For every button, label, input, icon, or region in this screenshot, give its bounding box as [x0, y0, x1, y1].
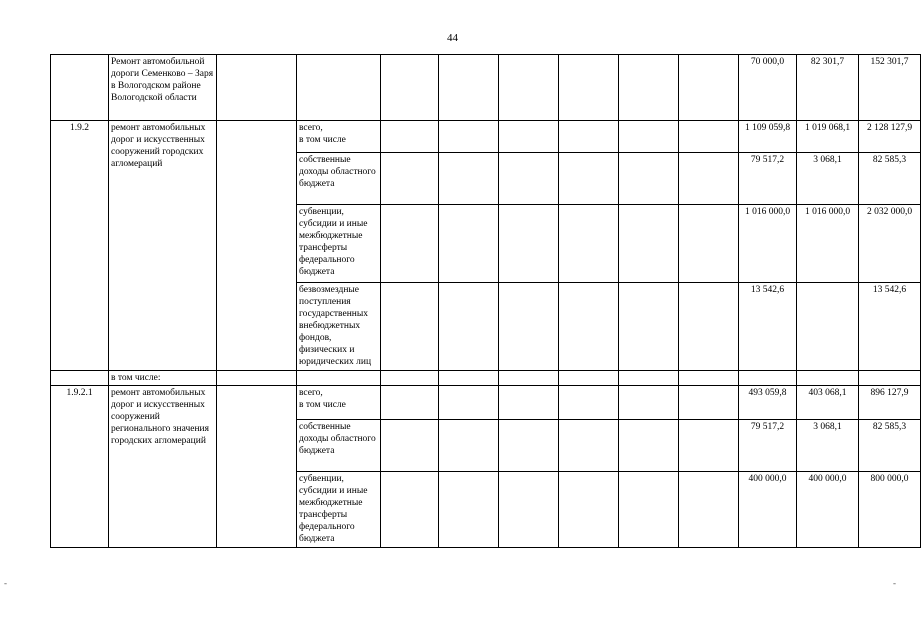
- source-label: собственные доходы областного бюджета: [297, 153, 381, 205]
- item-name: ремонт автомобильных дорог и искусственных сооружений городских агломераций: [109, 121, 217, 371]
- source-label: всего, в том числе: [297, 121, 381, 153]
- value-cell: 82 301,7: [797, 55, 859, 121]
- value-cell: 79 517,2: [739, 420, 797, 472]
- page-number: 44: [447, 32, 458, 44]
- value-cell: 1 016 000,0: [739, 205, 797, 283]
- table-row: [51, 121, 921, 153]
- value-cell: 1 109 059,8: [739, 121, 797, 153]
- value-cell: 493 059,8: [739, 386, 797, 420]
- scan-mark-left: -: [4, 578, 7, 588]
- value-cell: [797, 283, 859, 371]
- table-row: [51, 55, 921, 121]
- source-label: безвозмездные поступления государственных внебюджетных фондов, физических и юридических лиц: [297, 283, 381, 371]
- value-cell: 3 068,1: [797, 420, 859, 472]
- item-name: Ремонт автомобильной дороги Семенково – Заря в Вологодском районе Вологодской области: [109, 55, 217, 121]
- item-code: 1.9.2: [51, 121, 109, 371]
- table-row: [51, 371, 921, 386]
- value-cell: 400 000,0: [797, 472, 859, 548]
- value-cell: 1 016 000,0: [797, 205, 859, 283]
- source-label: всего, в том числе: [297, 386, 381, 420]
- value-cell: 896 127,9: [859, 386, 921, 420]
- budget-table: [50, 54, 921, 548]
- value-cell: 1 019 068,1: [797, 121, 859, 153]
- item-code: 1.9.2.1: [51, 386, 109, 548]
- value-cell: 82 585,3: [859, 153, 921, 205]
- value-cell: 13 542,6: [859, 283, 921, 371]
- table-row: [51, 386, 921, 420]
- source-label: субвенции, субсидии и иные межбюджетные трансферты федерального бюджета: [297, 472, 381, 548]
- value-cell: 152 301,7: [859, 55, 921, 121]
- item-name: ремонт автомобильных дорог и искусственных сооружений регионального значения городских агломераций: [109, 386, 217, 548]
- value-cell: 79 517,2: [739, 153, 797, 205]
- value-cell: 3 068,1: [797, 153, 859, 205]
- subsection-label: в том числе:: [109, 371, 217, 386]
- value-cell: 82 585,3: [859, 420, 921, 472]
- scan-mark-right: -: [893, 578, 896, 588]
- source-label: субвенции, субсидии и иные межбюджетные трансферты федерального бюджета: [297, 205, 381, 283]
- value-cell: 400 000,0: [739, 472, 797, 548]
- source-label: собственные доходы областного бюджета: [297, 420, 381, 472]
- value-cell: 2 128 127,9: [859, 121, 921, 153]
- value-cell: 13 542,6: [739, 283, 797, 371]
- value-cell: 2 032 000,0: [859, 205, 921, 283]
- value-cell: 800 000,0: [859, 472, 921, 548]
- value-cell: 70 000,0: [739, 55, 797, 121]
- value-cell: 403 068,1: [797, 386, 859, 420]
